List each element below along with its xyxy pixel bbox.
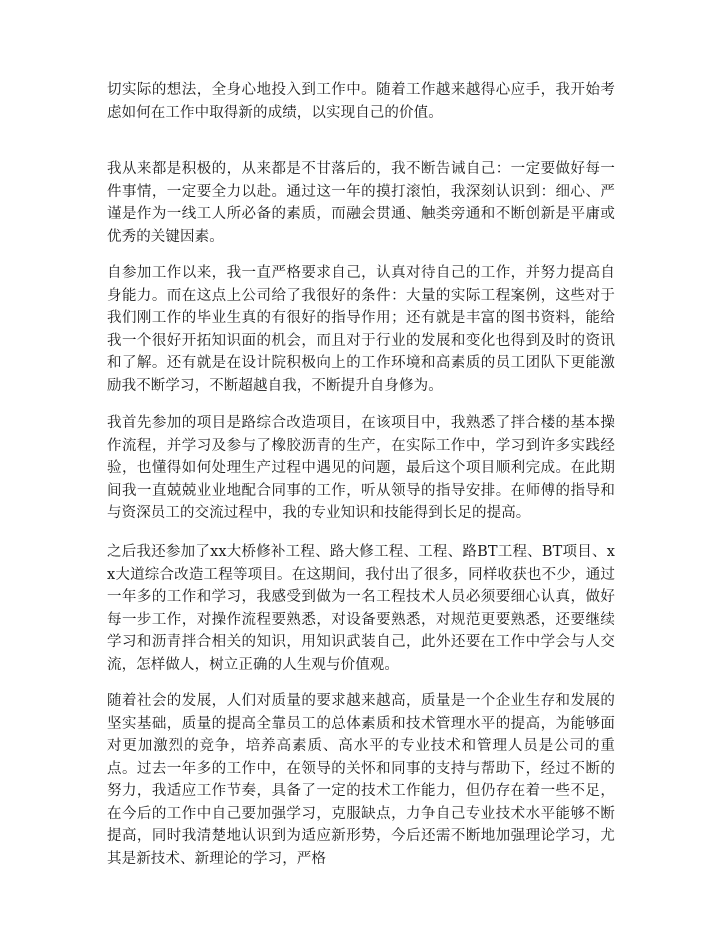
paragraph: 自参加工作以来，我一直严格要求自己，认真对待自己的工作，并努力提高自身能力。而在这点上公司给了我很好的条件：大量的实际工程案例，这些对于我们刚工作的毕业生真的有很好的指导作用；还有就是丰富的图书资料，能给我一个很好开拓知识面的机会，而且对于行业的发展和变化也得到及时的资讯和了解。还有就是在设计院积极向上的工作环境和高素质的员工团队下更能激励我不断学习，不断超越自我，不断提升自身修为。 — [107, 265, 615, 394]
paragraph: 我首先参加的项目是路综合改造项目，在该项目中，我熟悉了拌合楼的基本操作流程，并学习及参与了橡胶沥青的生产，在实际工作中，学习到许多实践经验，也懂得如何处理生产过程中遇见的问题，最后这个项目顺利完成。在此期间我一直兢兢业业地配合同事的工作，听从领导的指导安排。在师傅的指导和与资深员工的交流过程中，我的专业知识和技能得到长足的提高。 — [107, 415, 615, 521]
paragraph: 切实际的想法，全身心地投入到工作中。随着工作越来越得心应手，我开始考虑如何在工作中取得新的成绩，以实现自己的价值。 — [107, 82, 615, 121]
paragraph: 之后我还参加了xx大桥修补工程、路大修工程、工程、路BT工程、BT项目、xx大道综合改造工程等项目。在这期间，我付出了很多，同样收获也不少，通过一年多的工作和学习，我感受到做为一名工程技术人员必须要细心认真，做好每一步工作，对操作流程要熟悉，对设备要熟悉，对规范更要熟悉，还要继续学习和沥青拌合相关的知识，用知识武装自己，此外还要在工作中学会与人交流，怎样做人，树立正确的人生观与价值观。 — [107, 544, 615, 673]
paragraph: 随着社会的发展，人们对质量的要求越来越高，质量是一个企业生存和发展的坚实基础，质量的提高全靠员工的总体素质和技术管理水平的提高，为能够面对更加激烈的竞争，培养高素质、高水平的专业技术和管理人员是公司的重点。过去一年多的工作中，在领导的关怀和同事的支持与帮助下，经过不断的努力，我适应工作节奏，具备了一定的技术工作能力，但仍存在着一些不足，在今后的工作中自己要加强学习，克服缺点，力争自己专业技术水平能够不断提高，同时我清楚地认识到为适应新形势，今后还需不断地加强理论学习，尤其是新技术、新理论的学习，严格 — [107, 693, 615, 867]
paragraph: 我从来都是积极的，从来都是不甘落后的，我不断告诫自己：一定要做好每一件事情，一定要全力以赴。通过这一年的摸打滚怕，我深刻认识到：细心、严谨是作为一线工人所必备的素质，而融会贯通、触类旁通和不断创新是平庸或优秀的关键因素。 — [107, 161, 615, 245]
